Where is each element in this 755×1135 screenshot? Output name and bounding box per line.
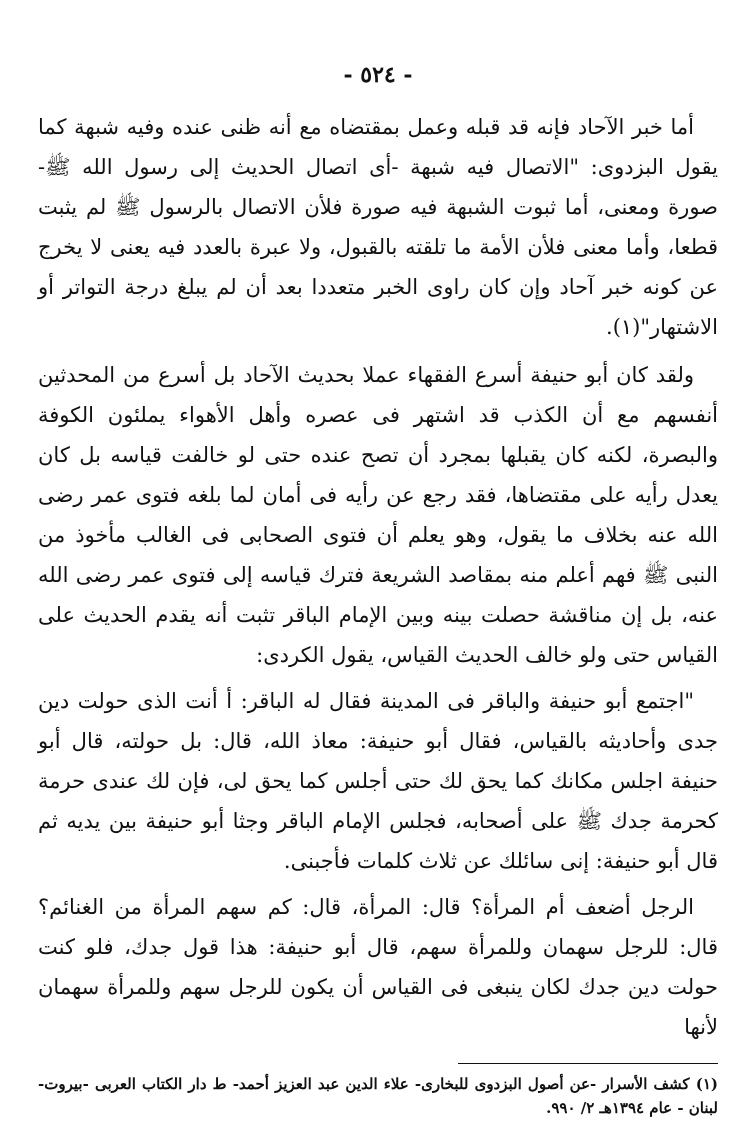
paragraph-abu-hanifa: ولقد كان أبو حنيفة أسرع الفقهاء عملا بحديث الآحاد بل أسرع من المحدثين أنفسهم مع أن الكذب قد اشتهر فى عصره وأهل الأهواء يملئون الكوفة والبصرة، لكنه كان يقبلها بمجرد أن تصح عنده حتى لو خالفت قياسه بل كان يعدل رأيه على مقتضاها، فقد رجع عن رأيه فى أمان لما بلغه فتوى عمر رضى الله عنه بخلاف ما يقول، وهو يعلم أن فتوى الصحابى فى الغالب مأخوذ من النبى ﷺ فهم أعلم منه بمقاصد الشريعة فترك قياسه إلى فتوى عمر رضى الله عنه، بل إن مناقشة حصلت بينه وبين الإمام الباقر تثبت أنه يقدم الحديث على القياس حتى ولو خالف الحديث القياس، يقول الكردى: <box>38 363 718 667</box>
body-text <box>38 107 718 1047</box>
paragraph-inheritance-question: الرجل أضعف أم المرأة؟ قال: المرأة، قال: كم سهم المرأة من الغنائم؟ قال: للرجل سهمان وللمرأة سهم، قال أبو حنيفة: هذا قول جدك، فلو كنت حولت دين جدك لكان ينبغى فى القياس أن يكون للرجل سهم وللمرأة سهمان لأنها <box>38 895 718 1039</box>
footnote-1: (١) كشف الأسرار -عن أصول البزدوى للبخارى- علاء الدين عبد العزيز أحمد- ط دار الكتاب العربى -بيروت- لبنان - عام ١٣٩٤هـ ٢/ ٩٩٠. <box>38 1075 718 1117</box>
book-page <box>38 55 718 1135</box>
paragraph-quote-baqir: "اجتمع أبو حنيفة والباقر فى المدينة فقال له الباقر: أ أنت الذى حولت دين جدى وأحاديثه بالقياس، فقال أبو حنيفة: معاذ الله، قال: بل حولته، قال أبو حنيفة اجلس مكانك كما يحق لك حتى أجلس كما يحق لى، فإن لك عندى حرمة كحرمة جدك ﷺ على أصحابه، فجلس الإمام الباقر وجثا أبو حنيفة بين يديه ثم قال أبو حنيفة: إنى سائلك عن ثلاث كلمات فأجبنى. <box>38 689 718 873</box>
footnote-divider <box>458 1063 718 1064</box>
paragraph-khabar-ahad: أما خبر الآحاد فإنه قد قبله وعمل بمقتضاه مع أنه ظنى عنده وفيه شبهة كما يقول البزدوى: "الاتصال فيه شبهة -أى اتصال الحديث إلى رسول الله ﷺ- صورة ومعنى، أما ثبوت الشبهة فيه صورة فلأن الاتصال بالرسول ﷺ لم يثبت قطعا، وأما معنى فلأن الأمة ما تلقته بالقبول، ولا عبرة بالعدد فيه يعنى لا يخرج عن كونه خبر آحاد وإن كان راوى الخبر متعددا بعد أن لم يبلغ درجة التواتر أو الاشتهار"(١). <box>38 115 718 339</box>
page-number: - ٥٢٤ - <box>343 62 413 88</box>
paragraph-gap <box>38 347 718 355</box>
